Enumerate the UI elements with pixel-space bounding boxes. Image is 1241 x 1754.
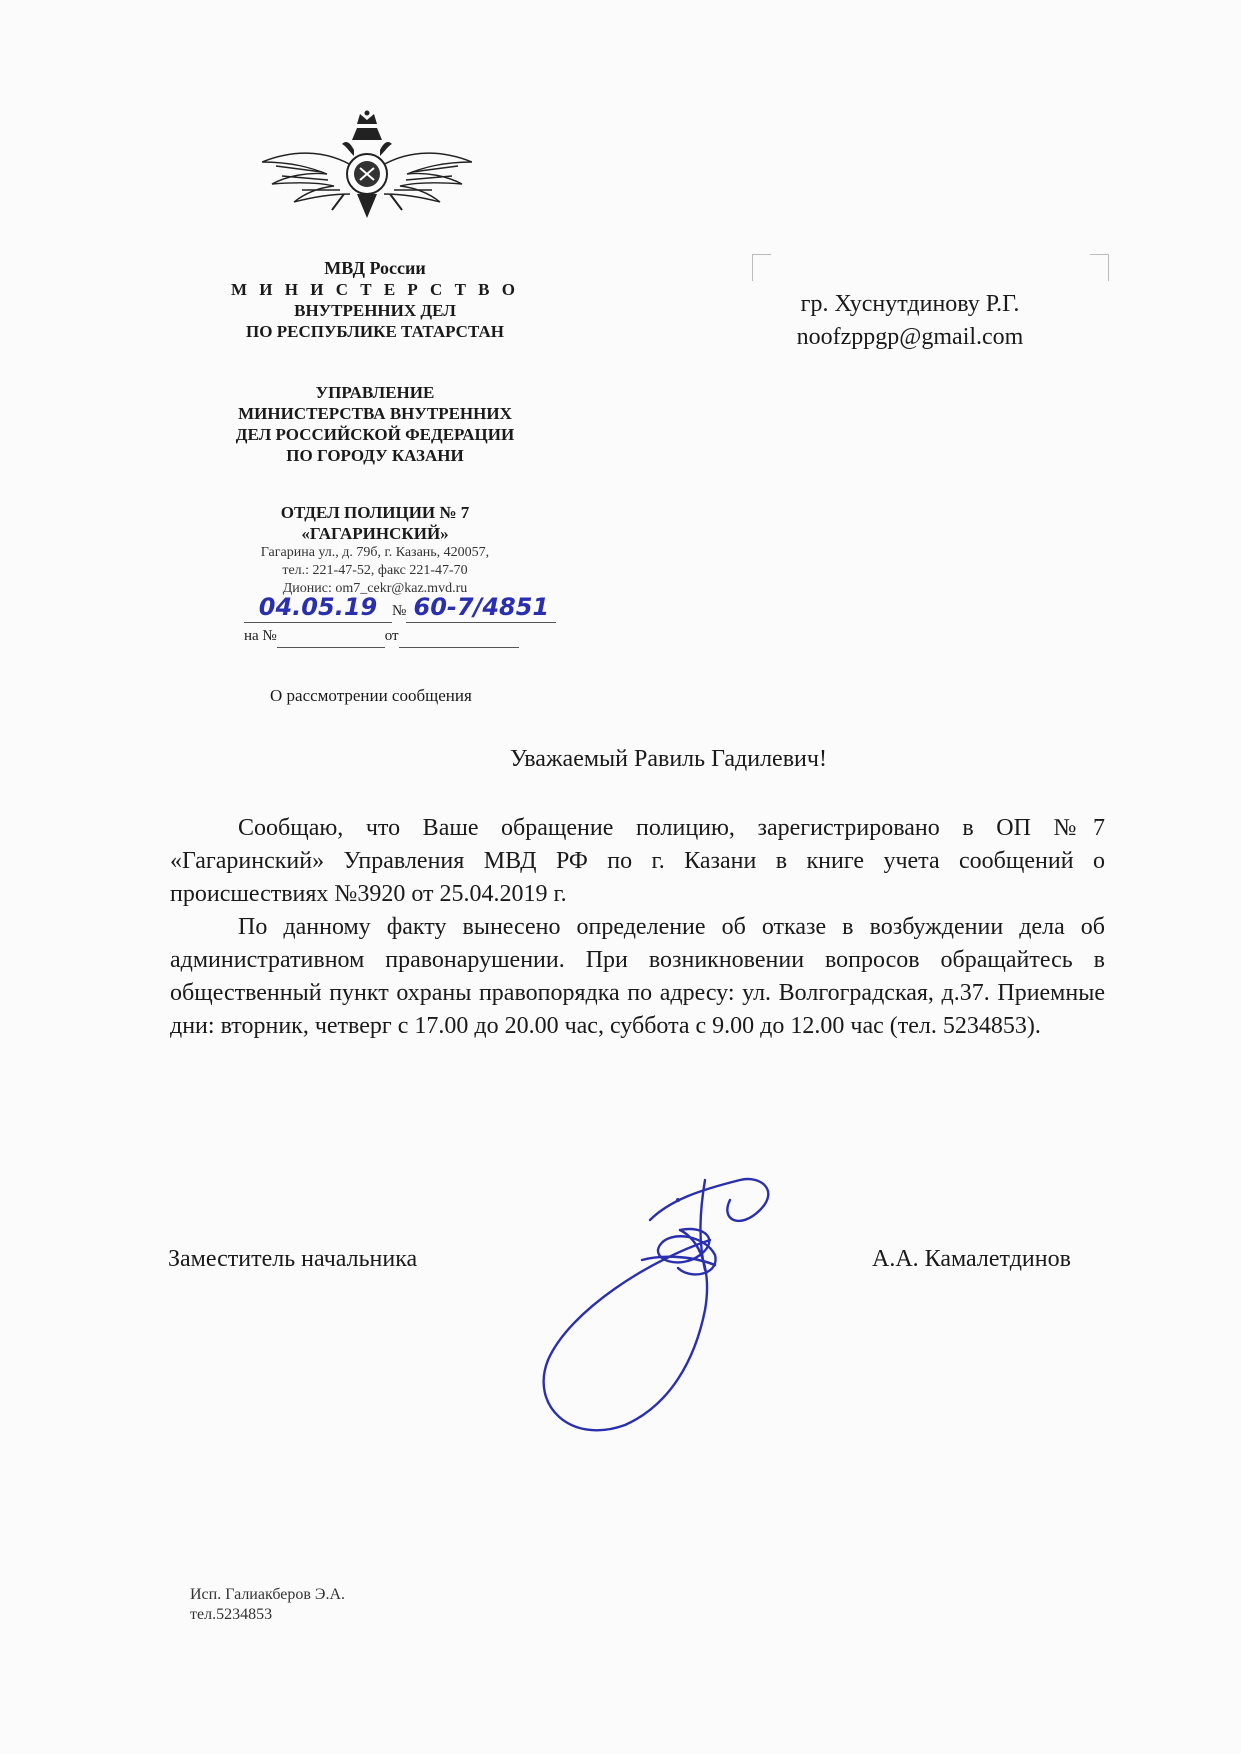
handwritten-signature [530,1160,830,1445]
mvd-emblem-icon [262,110,472,230]
registration-number-field [406,593,556,623]
department-block [160,382,590,466]
recipient-name: гр. Хуснутдинову Р.Г. [800,291,1020,317]
executor-phone: тел.5234853 [190,1606,273,1623]
issuer-ministry-line: ВНУТРЕННИХ ДЕЛ [294,301,456,320]
body-paragraph: Сообщаю, что Ваше обращение полицию, зарегистрировано в ОП №7 «Гагаринский» Управления МВД РФ по г. Казани в книге учета сообщений о происшествиях №3920 от 25.04.2019 г. [170,815,1105,907]
address-corner-mark [1090,254,1109,281]
department-line: УПРАВЛЕНИЕ [315,383,435,402]
signer-name: А.А. Камалетдинов [872,1246,1071,1272]
body-paragraph: По данному факту вынесено определение об отказе в возбуждении дела об административном правонарушении. При возникновении вопросов обращайтесь в общественный пункт охраны правопорядка по адресу: ул. Волгоградская, д.37. Приемные дни: вторник, четверг с 17.00 до 20.00 час, суббота с 9.00 до 12.00 час (тел. 5234853). [170,914,1105,1039]
executor-block [190,1585,345,1625]
department-line: ДЕЛ РОССИЙСКОЙ ФЕДЕРАЦИИ [235,425,515,444]
ref-label: на № [244,628,277,644]
from-label: от [384,628,399,644]
unit-phones: тел.: 221-47-52, факс 221-47-70 [282,563,468,578]
unit-line: ОТДЕЛ ПОЛИЦИИ № 7 [280,503,470,522]
unit-dionis: Дионис: om7_cekr@kaz.mvd.ru [282,581,468,596]
recipient-block [740,288,1080,354]
registration-date: 04.05.19 [258,593,378,621]
recipient-email: noofzppgp@gmail.com [796,324,1024,350]
from-date-field [399,625,519,648]
unit-address: Гагарина ул., д. 79б, г. Казань, 420057, [260,545,490,560]
executor-name: Исп. Галиакберов Э.А. [190,1586,346,1603]
issuer-ministry-line: ПО РЕСПУБЛИКЕ ТАТАРСТАН [246,322,504,341]
ref-number-field [277,625,385,648]
registration-block [244,593,564,648]
unit-block [160,502,590,598]
department-line: МИНИСТЕРСТВА ВНУТРЕННИХ [238,404,512,423]
unit-line: «ГАГАРИНСКИЙ» [301,524,449,543]
registration-number: 60-7/4851 [413,593,550,621]
registration-date-field [244,593,392,623]
signer-position: Заместитель начальника [168,1246,418,1272]
department-line: ПО ГОРОДУ КАЗАНИ [286,446,464,465]
issuer-block [160,258,590,342]
address-corner-mark [752,254,771,281]
registration-number-label: № [392,603,407,619]
issuer-ministry-line: М И Н И С Т Е Р С Т В О [231,280,519,299]
greeting: Уважаемый Равиль Гадилевич! [510,746,827,772]
issuer-mvd: МВД России [324,258,426,278]
subject-line: О рассмотрении сообщения [270,686,472,705]
letter-body [170,812,1105,1043]
